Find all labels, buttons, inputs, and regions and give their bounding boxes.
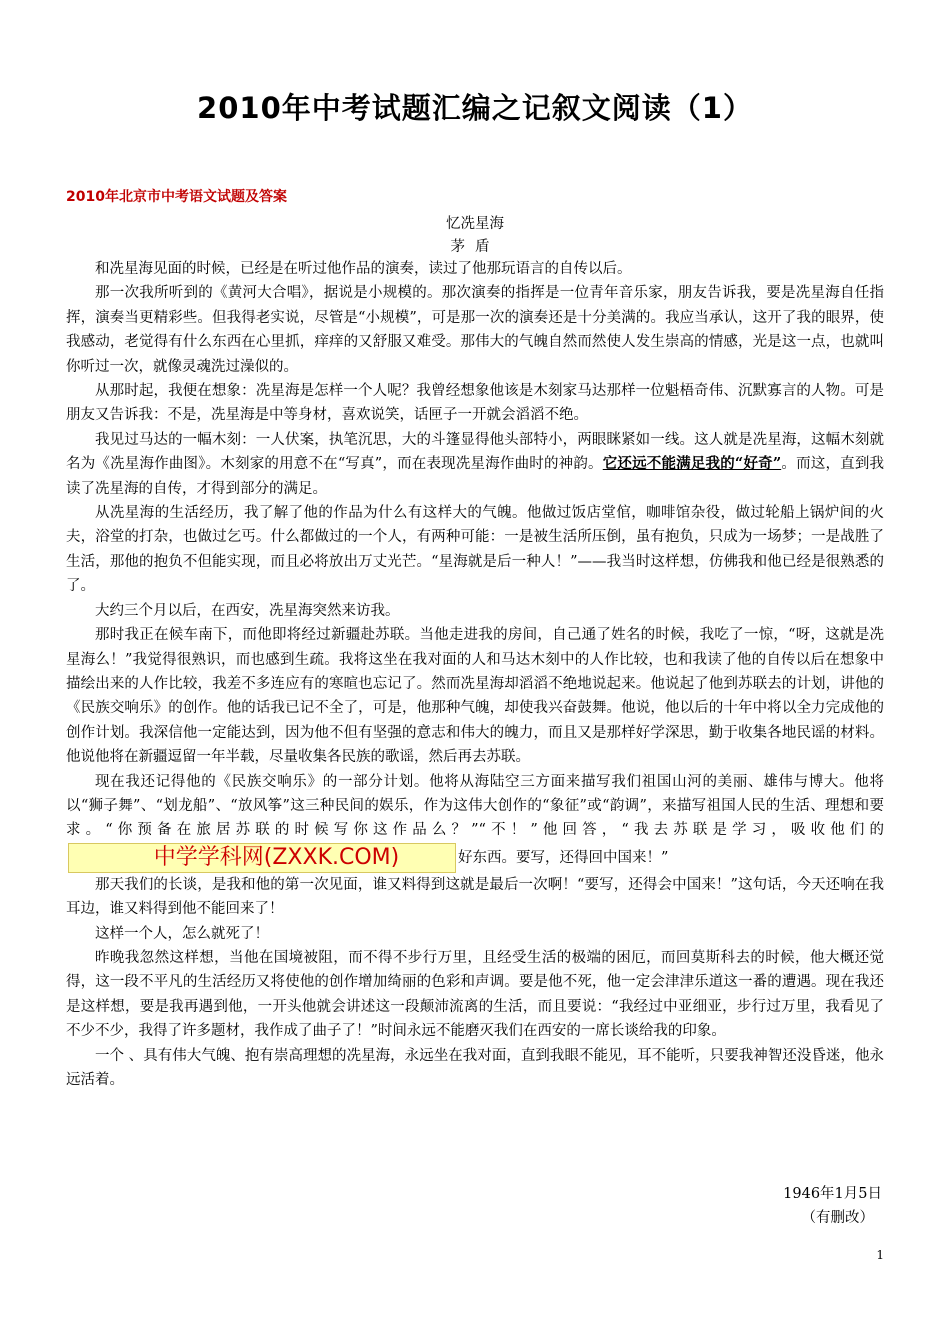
paragraph-3: 从那时起，我便在想象：冼星海是怎样一个人呢？我曾经想象他该是木刻家马达那样一位魁梧奇伟、沉默寡言的人物。可是朋友又告诉我：不是，冼星海是中等身材，喜欢说笑，话匣子一开就会滔滔不绝。 [66, 383, 884, 424]
watermark-logo: 中学学科网(ZXXK.COM) [68, 843, 456, 873]
paragraph-11: 昨晚我忽然这样想，当他在国境被阻，而不得不步行万里，且经受生活的极端的困厄，而回莫斯科去的时候，他大概还觉得，这一段不平凡的生活经历又将使他的创作增加绮丽的色彩和声调。要是他不死，他一定会津津乐道这一番的遭遇。现在我还是这样想，要是我再遇到他，一开头他就会讲述这一段颠沛流离的生活，而且要说：“我经过中亚细亚，步行过万里，我看见了不少不少，我得了许多题材，我作成了曲子了！”时间永远不能磨灭我们在西安的一席长谈给我的印象。 [66, 949, 884, 1040]
paragraph-4-text: 我见过马达的一幅木刻：一人伏案，执笔沉思，大的斗篷显得他头部特小，两眼眯紧如一线。这人就是冼星海，这幅木刻就名为《冼星海作曲图》。木刻家的用意不在“写真”，而在表现冼星海作曲时的神韵。 [66, 431, 884, 473]
paragraph-6: 大约三个月以后，在西安，冼星海突然来访我。 [95, 602, 400, 619]
paragraph-12: 一个 、具有伟大气魄、抱有崇高理想的冼星海，永远坐在我对面，直到我眼不能见，耳不能听，只要我神智还没昏迷，他永远活着。 [66, 1047, 884, 1088]
paragraph-9: 那天我们的长谈，是我和他的第一次见面，谁又料得到这就是最后一次啊！“要写，还得会中国来！”这句话，今天还响在我耳边，谁又料得到他不能回来了！ [66, 876, 884, 918]
paragraph-8-text: 现在我还记得他的《民族交响乐》的一部分计划。他将从海陆空三方面来描写我们祖国山河的美丽、雄伟与博大。他将以“狮子舞”、“划龙船”、“放风筝”这三种民间的娱乐，作为这伟大创作的“象征”或“韵调”，来描写祖国人民的生活、理想和要求。“你预备在旅居苏联的时候写你这作品么？”“不！”他回答，“我去苏联是学习，吸收他们的 [66, 773, 884, 839]
paragraph-10: 这样一个人，怎么就死了！ [95, 925, 269, 942]
paragraph-8 [66, 770, 884, 873]
paragraph-4-tail: 。而这，直到我读了冼星海的自传，才得到部分的满足。 [66, 456, 885, 497]
underlined-sentence: 它还远不能满足我的“好奇” [602, 455, 782, 473]
page-number: 1 [876, 1248, 884, 1262]
essay-author: 茅盾 [450, 239, 500, 255]
paragraph-5: 从冼星海的生活经历，我了解了他的作品为什么有这样大的气魄。他做过饭店堂倌，咖啡馆杂役，做过轮船上锅炉间的火夫，浴堂的打杂，也做过乞丐。什么都做过的一个人，有两种可能：一是被生活所压倒，虽有抱负，只成为一场梦；一是战胜了生活，那他的抱负不但能实现，而且必将放出万丈光芒。“星海就是后一种人！”——我当时这样想，仿佛我和他已经是很熟悉的了。 [66, 505, 884, 595]
paragraph-4 [66, 428, 884, 501]
edit-note: （有删改） [801, 1210, 874, 1226]
section-heading: 2010年北京市中考语文试题及答案 [66, 189, 287, 205]
paragraph-1: 和冼星海见面的时候，已经是在听过他作品的演奏，读过了他那玩语言的自传以后。 [95, 261, 632, 277]
paragraph-2: 那一次我所听到的《黄河大合唱》，据说是小规模的。那次演奏的指挥是一位青年音乐家，朋友告诉我，要是冼星海自任指挥，演奏当更精彩些。但我得老实说，尽管是“小规模”，可是那一次的演奏还是十分美满的。我应当承认，这开了我的眼界，使我感动，老觉得有什么东西在心里抓，痒痒的又舒服又难受。那伟大的气魄自然而然使人发生崇高的情感，光是这一点，也就叫你听过一次，就像灵魂洗过澡似的。 [66, 285, 884, 375]
essay-body [66, 257, 884, 1092]
date-line: 1946年1月5日 [783, 1186, 882, 1202]
document-title: 2010年中考试题汇编之记叙文阅读（1） [197, 91, 753, 125]
paragraph-7: 那时我正在候车南下，而他即将经过新疆赴苏联。当他走进我的房间，自己通了姓名的时候，我吃了一惊，“呀，这就是冼星海么！”我觉得很熟识，而也感到生疏。我将这坐在我对面的人和马达木刻中的人作比较，也和我读了他的自传以后在想象中描绘出来的人作比较，我差不多连应有的寒暄也忘记了。然而冼星海却滔滔不绝地说起来。他说起了他到苏联去的计划，讲他的《民族交响乐》的创作。他的话我已记不全了，可是，他那种气魄，却使我兴奋鼓舞。他说，他以后的十年中将以全力完成他的创作计划。我深信他一定能达到，因为他不但有坚强的意志和伟大的魄力，而且又是那样好学深思，勤于收集各地民谣的材料。他说他将在新疆逗留一年半载，尽量收集各民族的歌谣，然后再去苏联。 [66, 627, 884, 766]
paragraph-8-tail: 好东西。要写，还得回中国来！” [458, 849, 669, 866]
essay-title: 忆冼星海 [446, 216, 504, 232]
